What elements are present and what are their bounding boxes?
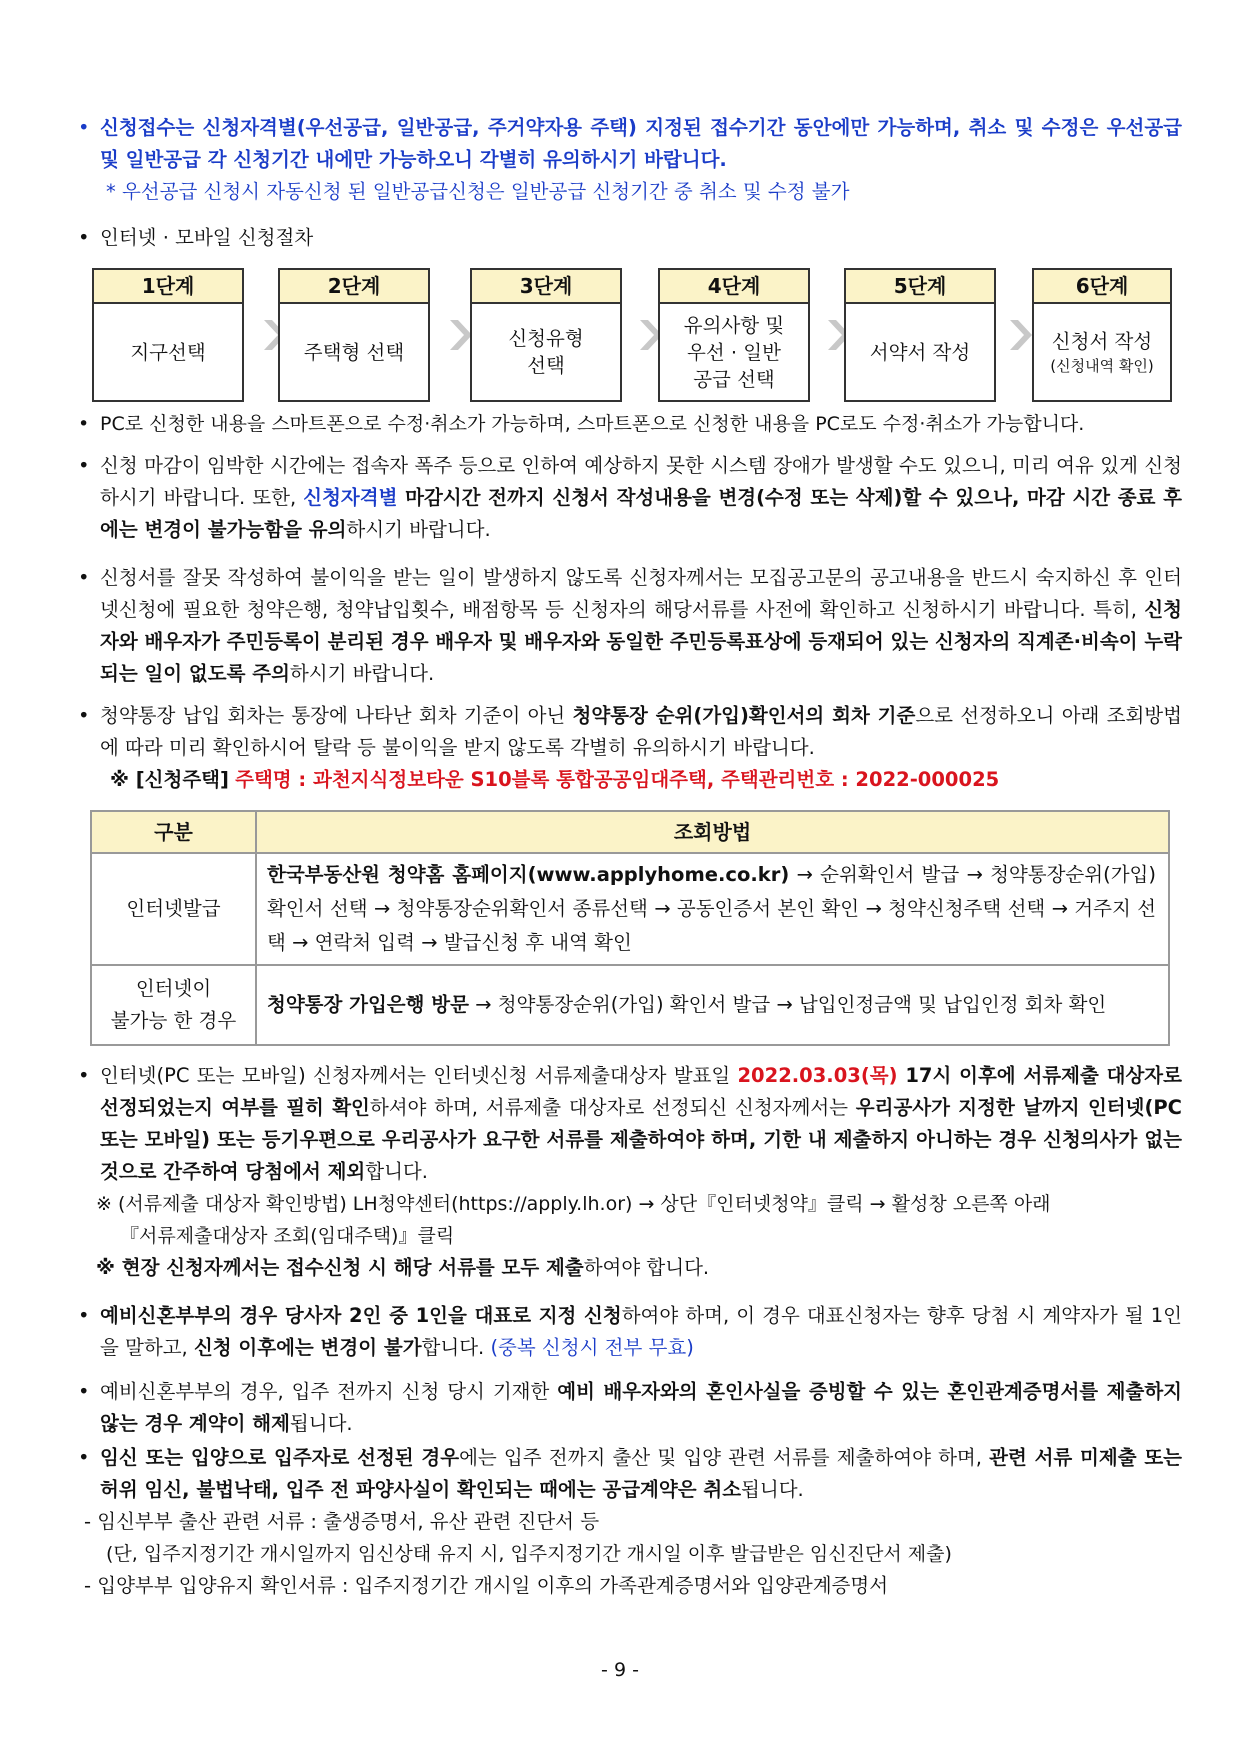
step-1 [92, 268, 244, 402]
step-5 [844, 268, 996, 402]
step-text: 주택형 선택 [303, 340, 405, 364]
modify-notice [78, 408, 1182, 440]
method-text: → 순위확인서 발급 → 청약통장순위(가입) 확인서 선택 → 청약통장순위확인서 종류선택 → 공동인증서 본인 확인 → 청약신청주택 선택 → 거주지 선택 → 연락처 입력 → 발급신청 후 내역 확인 [267, 863, 1156, 954]
text-run-bold: 임신 또는 입양으로 입주자로 선정된 경우 [100, 1446, 460, 1469]
house-info: 주택명 : 과천지식정보타운 S10블록 통합공공임대주택, 주택관리번호 : 2022-000025 [235, 768, 1000, 791]
step-label: 6단계 [1034, 270, 1170, 304]
marriage-certificate-notice [78, 1376, 1182, 1440]
pregnancy-adoption-notice [78, 1442, 1182, 1602]
procedure-steps [92, 268, 1176, 402]
text-run-bold: 17시 이후에 서류제출 대상자로 선정되었는지 여부를 필히 확인 [100, 1064, 1182, 1119]
procedure-title: 인터넷 · 모바일 신청절차 [100, 226, 314, 249]
method-bold: 청약통장 가입은행 방문 [267, 993, 469, 1016]
document-submission-notice [78, 1060, 1182, 1284]
modify-text: PC로 신청한 내용을 스마트폰으로 수정·취소가 가능하며, 스마트폰으로 신청한 내용을 PC로도 수정·취소가 가능합니다. [100, 413, 1085, 435]
text-run: 신청서를 잘못 작성하여 불이익을 받는 일이 발생하지 않도록 신청자께서는 모집공고문의 공고내용을 반드시 숙지하신 후 인터넷신청에 필요한 청약은행, 청약납입횟수, 배점항목 등 신청자의 해당서류를 사전에 확인하고 신청하시기 바랍니다. 특히, [100, 566, 1182, 621]
step-text: 공급 선택 [693, 367, 775, 391]
step-text: 신청유형 [508, 327, 584, 350]
step-text: 신청서 작성 [1051, 329, 1153, 353]
check-method-note: ※ (서류제출 대상자 확인방법) LH청약센터(https://apply.lh.or) → 상단『인터넷청약』클릭 → 활성창 오른쪽 아래 [96, 1193, 1051, 1215]
text-run: 으로 선정하오니 아래 조회방법에 따라 미리 확인하시어 탈락 등 불이익을 받지 않도록 각별히 유의하시기 바랍니다. [100, 704, 1182, 759]
step-3 [470, 268, 622, 402]
onsite-note: 하여야 합니다. [583, 1256, 710, 1279]
text-run-bold: 예비신혼부부의 경우 당사자 2인 중 1인을 대표로 지정 신청 [100, 1304, 622, 1327]
text-run: 하시기 바랍니다. [346, 518, 491, 541]
step-2 [278, 268, 430, 402]
bullet: • [78, 566, 90, 589]
house-mark: ※ [신청주택] [110, 768, 229, 791]
row-method [256, 853, 1169, 965]
text-run: 예비신혼부부의 경우, 입주 전까지 신청 당시 기재한 [100, 1380, 558, 1403]
pregnancy-docs: - 임신부부 출산 관련 서류 : 출생증명서, 유산 관련 진단서 등 [84, 1510, 600, 1533]
step-text: 유의사항 및 [683, 313, 785, 337]
text-run-bold: 예비 배우자와의 혼인사실을 증빙할 수 있는 혼인관계증명서를 제출하지 않는 경우 계약이 해제 [100, 1380, 1182, 1435]
text-run-bold: 신청자와 배우자가 주민등록이 분리된 경우 배우자 및 배우자와 동일한 주민등록표상에 등재되어 있는 신청자의 직계존·비속이 누락되는 일이 없도록 주의 [100, 598, 1182, 685]
pregnancy-docs-note: (단, 입주지정기간 개시일까지 임신상태 유지 시, 입주지정기간 개시일 이후 발급받은 임신진단서 제출) [106, 1543, 952, 1565]
text-run: 에는 입주 전까지 출산 및 입양 관련 서류를 제출하여야 하며, [459, 1446, 990, 1469]
deadline-notice [78, 450, 1182, 546]
bullet: • [78, 1304, 90, 1327]
adoption-docs: - 입양부부 입양유지 확인서류 : 입주지정기간 개시일 이후의 가족관계증명서와 입양관계증명서 [84, 1574, 889, 1597]
step-text: 선택 [527, 354, 565, 377]
table-header-row [91, 811, 1169, 853]
text-run-bold: 마감시간 전까지 신청서 작성내용을 변경(수정 또는 삭제)할 수 있으나, 마감 시간 종료 후에는 변경이 불가능함을 유의 [100, 486, 1182, 541]
row-type [91, 965, 256, 1045]
text-run: 하시기 바랍니다. [289, 662, 435, 685]
text-run-bold: 관련 서류 미제출 또는 허위 임신, 불법낙태, 입주 전 파양사실이 확인되는 때에는 공급계약은 취소 [100, 1446, 1182, 1501]
bullet: • [78, 116, 90, 139]
text-run: 인터넷(PC 또는 모바일) 신청자께서는 인터넷신청 서류제출대상자 발표일 [100, 1064, 738, 1087]
table-row [91, 965, 1169, 1045]
duplicate-warning: (중복 신청시 전부 무효) [490, 1336, 694, 1359]
text-run-bold: 우리공사가 지정한 날까지 인터넷(PC 또는 모바일) 또는 등기우편으로 우리공사가 요구한 서류를 제출하여야 하며, 기한 내 제출하지 아니하는 경우 신청의사가 없는 것으로 간주하여 당첨에서 제외 [100, 1096, 1182, 1183]
step-text: 지구선택 [130, 340, 206, 364]
notice-text: 신청접수는 신청자격별(우선공급, 일반공급, 주거약자용 주택) 지정된 접수기간 동안에만 가능하며, 취소 및 수정은 우선공급 및 일반공급 각 신청기간 내에만 가능하오니 각별히 유의하시기 바랍니다. [100, 116, 1182, 171]
accuracy-notice [78, 562, 1182, 690]
procedure-heading [78, 222, 1182, 254]
row-type-line: 인터넷이 [135, 977, 212, 1000]
bullet: • [78, 1380, 90, 1403]
bullet: • [78, 413, 90, 435]
column-header: 구분 [91, 811, 256, 853]
text-run: 합니다. [421, 1336, 491, 1359]
bullet: • [78, 226, 90, 249]
check-method-note: 『서류제출대상자 조회(임대주택)』클릭 [120, 1225, 455, 1247]
text-run-bold: 청약통장 순위(가입)확인서의 회차 기준 [572, 704, 916, 727]
step-4 [658, 268, 810, 402]
account-round-notice [78, 700, 1182, 796]
step-subtext: (신청내역 확인) [1050, 356, 1154, 375]
bullet: • [78, 1446, 90, 1469]
notice-application-period [78, 112, 1182, 208]
method-text: → 청약통장순위(가입) 확인서 발급 → 납입인정금액 및 납입인정 회차 확인 [468, 993, 1107, 1016]
notice-footnote: * 우선공급 신청시 자동신청 된 일반공급신청은 일반공급 신청기간 중 취소 및 수정 불가 [106, 180, 850, 203]
text-run: 신청 마감이 임박한 시간에는 접속자 폭주 등으로 인하여 예상하지 못한 시스템 장애가 발생할 수도 있으니, 미리 여유 있게 신청하시기 바랍니다. 또한, [100, 454, 1182, 509]
text-run: 합니다. [365, 1160, 428, 1183]
table-row [91, 853, 1169, 965]
page-number: - 9 - [601, 1659, 639, 1681]
inquiry-method-table [90, 810, 1170, 1046]
text-run: 됩니다. [741, 1478, 804, 1501]
step-label: 5단계 [846, 270, 994, 304]
step-6 [1032, 268, 1172, 402]
text-run-bold: 신청 이후에는 변경이 불가 [193, 1336, 422, 1359]
announce-date: 2022.03.03(목) [737, 1064, 898, 1087]
bullet: • [78, 704, 90, 727]
onsite-note-bold: ※ 현장 신청자께서는 접수신청 시 해당 서류를 모두 제출 [96, 1256, 584, 1279]
prenewlywed-representative-notice [78, 1300, 1182, 1364]
bullet: • [78, 454, 90, 477]
text-run-highlight: 신청자격별 [303, 486, 398, 509]
chevron-right-icon [1008, 318, 1034, 352]
step-label: 3단계 [472, 270, 620, 304]
text-run: 하여야 하며, 이 경우 대표신청자는 향후 당첨 시 계약자가 될 1인을 말하고, [100, 1304, 1183, 1359]
bullet: • [78, 1064, 90, 1087]
step-label: 4단계 [660, 270, 808, 304]
text-run: 됩니다. [289, 1412, 353, 1435]
row-type-line: 불가능 한 경우 [110, 1009, 237, 1032]
step-label: 1단계 [94, 270, 242, 304]
step-label: 2단계 [280, 270, 428, 304]
method-bold: 한국부동산원 청약홈 홈페이지(www.applyhome.co.kr) [267, 863, 790, 886]
step-text: 우선 · 일반 [687, 340, 781, 364]
column-header: 조회방법 [256, 811, 1169, 853]
row-type: 인터넷발급 [91, 853, 256, 965]
step-text: 서약서 작성 [869, 340, 971, 364]
text-run: 청약통장 납입 회차는 통장에 나타난 회차 기준이 아닌 [100, 704, 573, 727]
text-run: 하셔야 하며, 서류제출 대상자로 선정되신 신청자께서는 [369, 1096, 856, 1119]
row-method [256, 965, 1169, 1045]
